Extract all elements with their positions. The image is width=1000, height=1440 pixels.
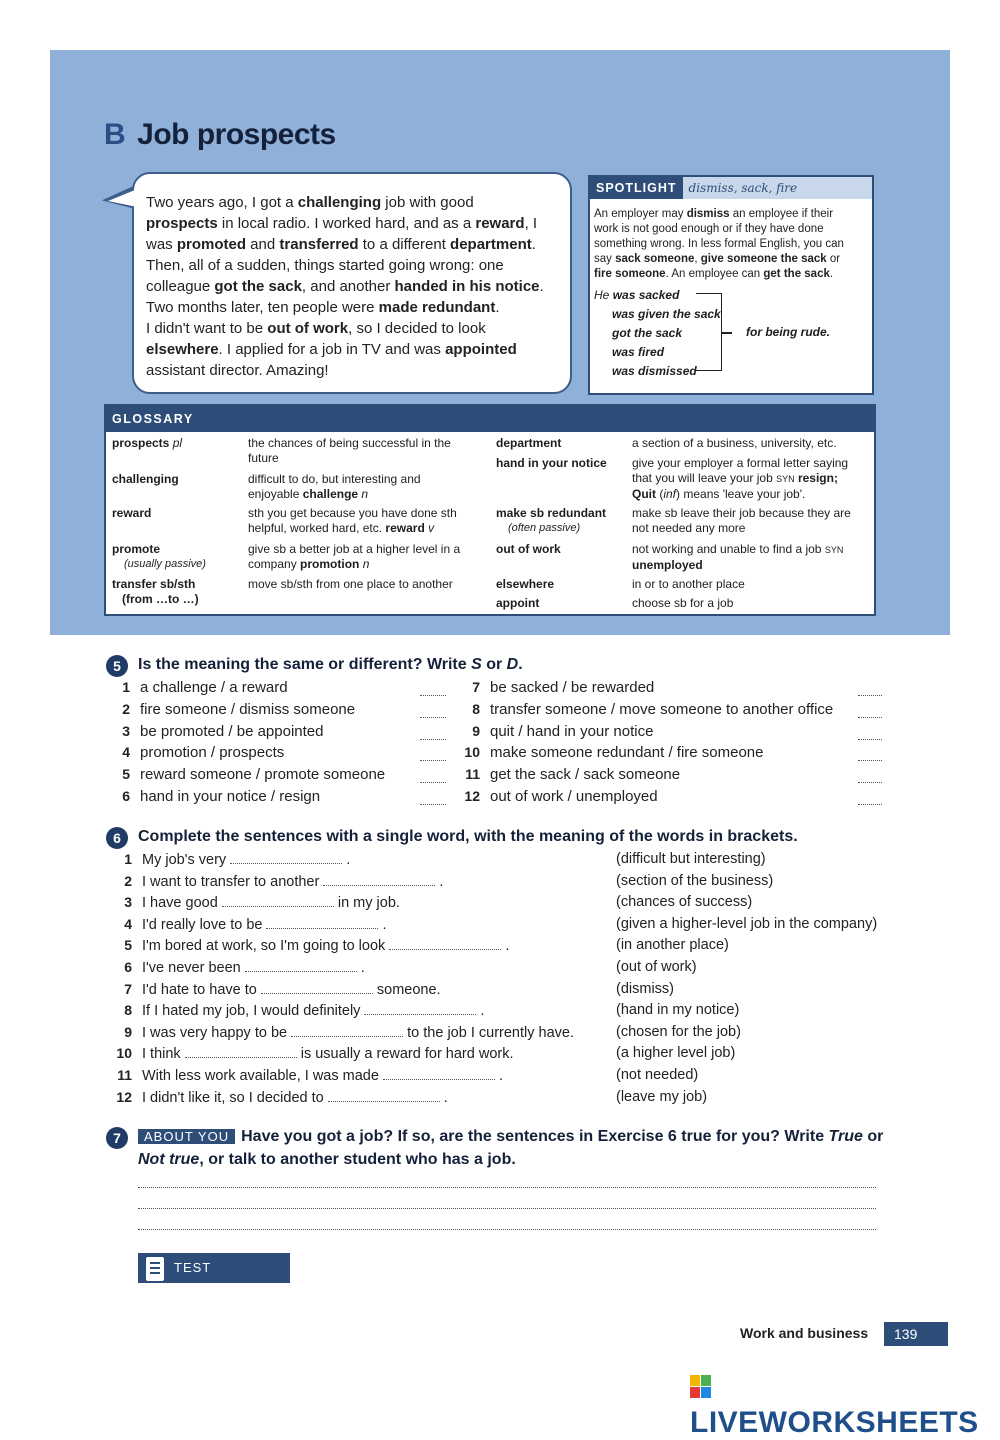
exercise-5-answer-blank[interactable] <box>858 804 882 805</box>
glossary-term: make sb redundant (often passive) <box>496 506 607 534</box>
spotlight-body <box>590 199 872 282</box>
exercise-6-item: 2 I want to transfer to another . <box>124 872 444 890</box>
exercise-6-hint: (chosen for the job) <box>616 1023 741 1040</box>
spotlight-example-1: He was sacked <box>594 288 680 302</box>
glossary-term: prospects pl <box>112 436 183 450</box>
exercise-7-line-2: Not true, or talk to another student who has a job. <box>138 1151 516 1168</box>
glossary-term: out of work <box>496 542 561 556</box>
page-number: 139 <box>884 1322 948 1346</box>
exercise-6-item: 4 I'd really love to be . <box>124 915 387 933</box>
exercise-5-item: 2 fire someone / dismiss someone <box>122 700 356 718</box>
exercise-7-number: 7 <box>106 1127 128 1149</box>
exercise-5-item: 9 quit / hand in your notice <box>472 722 654 740</box>
brand-text: LIVEWORKSHEETS <box>690 1406 979 1439</box>
exercise-6-hint: (section of the business) <box>616 872 774 889</box>
test-yourself-label: TEST YOURSELF <box>174 1260 253 1305</box>
glossary-definition: difficult to do, but interesting and enjoyable challenge n <box>248 472 421 501</box>
section-title <box>104 118 336 152</box>
glossary-definition: choose sb for a job <box>632 596 734 610</box>
exercise-6-answer-blank[interactable] <box>323 874 435 886</box>
spotlight-label: SPOTLIGHT <box>596 180 677 195</box>
exercise-5-answer-blank[interactable] <box>858 760 882 761</box>
exercise-6-answer-blank[interactable] <box>364 1003 476 1015</box>
exercise-6-answer-blank[interactable] <box>230 852 342 864</box>
exercise-6-answer-blank[interactable] <box>291 1025 403 1037</box>
spotlight-bracket <box>696 293 722 371</box>
exercise-5-answer-blank[interactable] <box>858 782 882 783</box>
spotlight-line: say sack someone, give someone the sack or <box>594 253 841 265</box>
glossary-definition: a section of a business, university, etc. <box>632 436 837 450</box>
glossary-term: department <box>496 436 562 450</box>
exercise-5-answer-blank[interactable] <box>420 760 446 761</box>
exercise-6-answer-blank[interactable] <box>328 1090 440 1102</box>
exercise-6-item: 1 My job's very . <box>124 851 351 868</box>
notebook-icon <box>146 1257 164 1281</box>
exercise-6-hint: (not needed) <box>616 1067 699 1083</box>
glossary-definition: make sb leave their job because they are not needed any more <box>632 506 851 535</box>
exercise-6-answer-blank[interactable] <box>261 982 373 994</box>
spotlight-bracket-dash <box>722 332 732 334</box>
bubble-line: I didn't want to be out of work, so I decided to look <box>146 320 486 337</box>
bubble-line: prospects in local radio. I worked hard, and as a reward, I <box>146 215 538 232</box>
bubble-line: colleague got the sack, and another handed in his notice. <box>146 278 544 295</box>
exercise-5-item: 8 transfer someone / move someone to another office <box>472 700 834 718</box>
exercise-6-item: 3 I have good in my job. <box>124 894 400 912</box>
exercise-6-number: 6 <box>106 827 128 849</box>
exercise-6-answer-blank[interactable] <box>389 938 501 950</box>
exercise-5-item: 4 promotion / prospects <box>122 744 285 762</box>
glossary-term: promote (usually passive) <box>112 542 206 570</box>
exercise-5-answer-blank[interactable] <box>858 739 882 740</box>
exercise-6-answer-blank[interactable] <box>185 1046 297 1058</box>
spotlight-box <box>588 175 874 395</box>
glossary-term: challenging <box>112 472 179 486</box>
bubble-line: Two years ago, I got a challenging job with good <box>146 194 474 211</box>
spotlight-example-4: was fired <box>612 345 665 359</box>
exercise-6-answer-blank[interactable] <box>245 960 357 972</box>
glossary-term: appoint <box>496 596 540 610</box>
glossary-term: elsewhere <box>496 577 555 591</box>
bubble-line: Two months later, ten people were made redundant. <box>146 299 500 316</box>
exercise-5-number: 5 <box>106 655 128 677</box>
glossary-definition: the chances of being successful in the future <box>248 436 451 465</box>
glossary-definition: move sb/sth from one place to another <box>248 577 453 591</box>
exercise-5-item: 11 get the sack / sack someone <box>465 766 681 784</box>
liveworksheets-logo-icon <box>690 1375 712 1399</box>
exercise-5-item: 7 be sacked / be rewarded <box>472 679 655 696</box>
exercise-5-answer-blank[interactable] <box>858 695 882 696</box>
exercise-5-item: 1 a challenge / a reward <box>122 679 288 696</box>
answer-line-2[interactable] <box>138 1208 876 1209</box>
exercise-6-hint: (hand in my notice) <box>616 1002 740 1019</box>
exercise-6-hint: (out of work) <box>616 959 697 975</box>
exercise-6-hint: (difficult but interesting) <box>616 851 766 867</box>
spotlight-examples <box>590 288 872 380</box>
exercise-5-title: Is the meaning the same or different? Write S or D. <box>138 656 523 673</box>
exercise-6-hint: (given a higher-level job in the company) <box>616 915 878 932</box>
exercise-6-hint: (dismiss) <box>616 980 674 997</box>
exercise-5-item: 10 make someone redundant / fire someone <box>464 744 764 762</box>
exercise-6-item: 8 If I hated my job, I would definitely . <box>124 1002 485 1020</box>
exercise-6-item: 10 I think is usually a reward for hard work. <box>116 1045 514 1063</box>
spotlight-example-2: was given the sack <box>612 307 721 321</box>
spotlight-words: dismiss, sack, fire <box>683 177 872 199</box>
spotlight-line: work is not good enough or if they have done <box>594 223 824 235</box>
section-letter: B <box>104 118 126 151</box>
spotlight-line: An employer may dismiss an employee if their <box>594 208 834 220</box>
exercise-5-answer-blank[interactable] <box>420 695 446 696</box>
bubble-line: assistant director. Amazing! <box>146 362 329 379</box>
bubble-line: elsewhere. I applied for a job in TV and was appointed <box>146 341 517 358</box>
glossary-definition: sth you get because you have done sth helpful, worked hard, etc. reward v <box>248 506 457 535</box>
glossary-definition: give your employer a formal letter saying that you will leave your job SYN resign; Quit (inf) means 'leave your job'. <box>632 456 849 501</box>
exercise-5-item: 12 out of work / unemployed <box>464 788 658 805</box>
exercise-6-hint: (leave my job) <box>616 1088 708 1105</box>
exercise-6-item: 11 With less work available, I was made . <box>117 1067 504 1084</box>
exercise-6-item: 5 I'm bored at work, so I'm going to look . <box>124 937 510 955</box>
exercise-5-answer-blank[interactable] <box>858 717 882 718</box>
exercise-6-hint: (chances of success) <box>616 894 753 911</box>
glossary-term: transfer sb/sth (from …to …) <box>112 577 199 606</box>
bubble-line: Then, all of a sudden, things started going wrong: one <box>146 257 504 274</box>
exercise-6-hint: (in another place) <box>616 937 729 954</box>
glossary-box <box>104 404 876 616</box>
exercise-6-answer-blank[interactable] <box>383 1068 495 1080</box>
exercise-5-answer-blank[interactable] <box>420 717 446 718</box>
bubble-line: was promoted and transferred to a different department. <box>146 236 536 253</box>
spotlight-header <box>590 177 872 199</box>
exercise-5-item: 6 hand in your notice / resign <box>122 788 321 805</box>
exercise-6-item: 7 I'd hate to have to someone. <box>124 980 441 998</box>
exercise-6-item: 9 I was very happy to be to the job I currently have. <box>124 1023 574 1041</box>
glossary-term: hand in your notice <box>496 456 607 470</box>
glossary-definition: give sb a better job at a higher level in a company promotion n <box>248 542 461 571</box>
exercise-5-answer-blank[interactable] <box>420 739 446 740</box>
about-you-tag: ABOUT YOU <box>138 1129 235 1144</box>
glossary-term: reward <box>112 506 152 520</box>
exercise-5-answer-blank[interactable] <box>420 804 446 805</box>
test-yourself-button[interactable] <box>138 1253 290 1305</box>
glossary-header: GLOSSARY <box>106 406 874 432</box>
speech-bubble <box>132 172 572 394</box>
exercise-6-hint: (a higher level job) <box>616 1045 736 1062</box>
exercise-6-item: 12 I didn't like it, so I decided to . <box>116 1088 448 1106</box>
glossary-definition: not working and unable to find a job SYN unemployed <box>632 542 844 572</box>
answer-line-3[interactable] <box>138 1229 876 1230</box>
spotlight-example-3: got the sack <box>612 326 683 340</box>
exercise-5-item: 5 reward someone / promote someone <box>122 766 386 784</box>
footer-section-name: Work and business <box>740 1325 869 1341</box>
exercise-7-line-1: ABOUT YOU Have you got a job? If so, are the sentences in Exercise 6 true for you? Write True or <box>138 1128 883 1146</box>
exercise-6-item: 6 I've never been . <box>124 959 365 976</box>
spotlight-example-result: for being rude. <box>746 325 830 339</box>
glossary-definition: in or to another place <box>632 577 745 591</box>
spotlight-line: something wrong. In less formal English, you can <box>594 238 844 250</box>
answer-line-1[interactable] <box>138 1187 876 1188</box>
liveworksheets-brand <box>690 1372 1000 1440</box>
exercise-5-item: 3 be promoted / be appointed <box>122 722 324 740</box>
exercise-5-answer-blank[interactable] <box>420 782 446 783</box>
exercise-6-answer-blank[interactable] <box>266 917 378 929</box>
spotlight-example-5: was dismissed <box>612 364 697 378</box>
spotlight-line: fire someone. An employee can get the sack. <box>594 268 834 280</box>
section-title-text: Job prospects <box>137 118 336 151</box>
exercise-6-answer-blank[interactable] <box>222 895 334 907</box>
exercise-6-title: Complete the sentences with a single word, with the meaning of the words in brackets. <box>138 828 798 845</box>
